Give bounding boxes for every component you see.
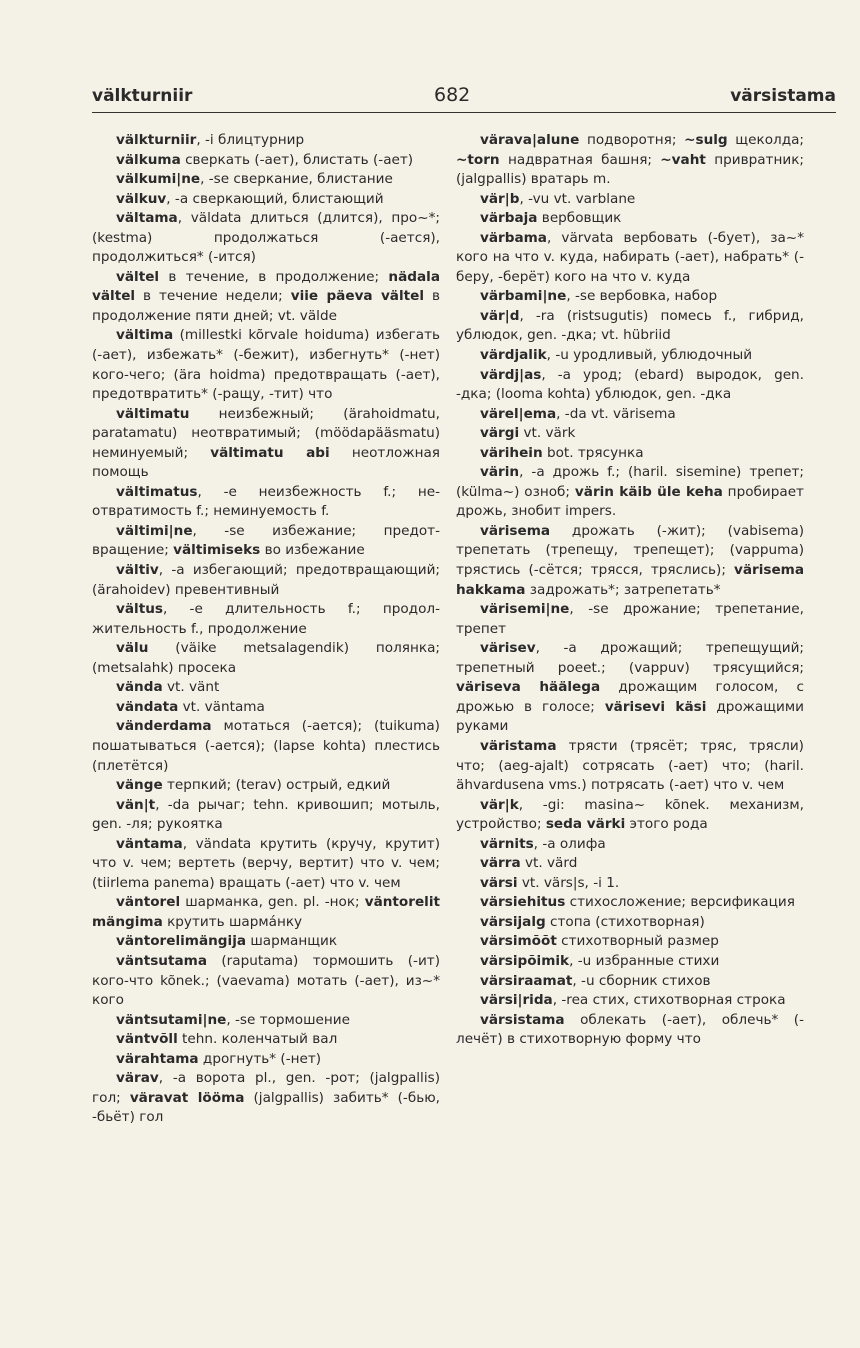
dictionary-entry bbox=[456, 405, 804, 425]
headword: vältus bbox=[116, 601, 163, 618]
headword: värava|alune bbox=[480, 132, 580, 148]
dictionary-entry bbox=[456, 600, 804, 639]
dictionary-entry bbox=[456, 1011, 804, 1050]
entry-text: vt. väntama bbox=[178, 698, 265, 715]
entry-text: vt. värk bbox=[519, 425, 576, 442]
headword: värsijalg bbox=[480, 913, 546, 930]
headword: vältimatus bbox=[116, 483, 198, 500]
dictionary-entry bbox=[92, 209, 440, 268]
entry-text: , -a ворота pl., gen. -рот; (jalgpallis) гол; bbox=[92, 1070, 440, 1106]
headword: vältiv bbox=[116, 562, 159, 579]
entry-text: , -e длительность f.; продолжительность f., продолжение bbox=[92, 601, 440, 637]
entry-text: привратник; (jalgpallis) вратарь m. bbox=[456, 151, 804, 188]
headword: välkumi|ne bbox=[116, 171, 201, 188]
headword: väntsutami|ne bbox=[116, 1011, 227, 1028]
headword: välkuv bbox=[116, 190, 167, 207]
headword: väntorel bbox=[116, 894, 181, 911]
entry-text: vt. vänt bbox=[162, 679, 220, 696]
headword: ~torn bbox=[456, 151, 500, 168]
dictionary-entry bbox=[456, 874, 804, 894]
dictionary-entry bbox=[456, 346, 804, 366]
dictionary-entry bbox=[456, 854, 804, 874]
headword: värra bbox=[480, 855, 521, 872]
entry-text: дрогнуть* (-нет) bbox=[198, 1050, 322, 1067]
dictionary-entry bbox=[92, 405, 440, 483]
entry-text: , -se сверкание, блистание bbox=[200, 171, 393, 188]
entry-text: (raputama) тормошить (-ит) кого-что kõnek.; (vaevama) мотать (-ает), из~* кого bbox=[92, 952, 440, 1009]
headword: värin bbox=[480, 464, 520, 481]
dictionary-entry bbox=[456, 991, 804, 1011]
dictionary-entry bbox=[456, 972, 804, 992]
dictionary-entry bbox=[92, 835, 440, 894]
entry-text: , -e неизбежность f.; неотвратимость f.; неминуемость f. bbox=[92, 483, 440, 520]
dictionary-entry bbox=[92, 151, 440, 171]
entry-text: , -gi: masina~ kõnek. механизм, устройство; bbox=[456, 796, 804, 833]
entry-text: , -a избегающий; предотвращающий; (ärahoidev) превентивный bbox=[92, 562, 440, 598]
headword: värihein bbox=[480, 444, 543, 461]
headword: välkuma bbox=[116, 151, 181, 168]
headword: värdjalik bbox=[480, 347, 547, 364]
headword: vändata bbox=[116, 698, 179, 715]
headword: värsi|rida bbox=[480, 992, 553, 1009]
entry-text: щеколда; bbox=[727, 132, 805, 148]
dictionary-entry bbox=[92, 796, 440, 835]
headword: välu bbox=[116, 640, 149, 657]
entry-text: , -rea стих, стихотворная строка bbox=[552, 992, 786, 1009]
dictionary-entry bbox=[92, 268, 440, 327]
dictionary-entry bbox=[456, 913, 804, 933]
dictionary-entry bbox=[92, 1050, 440, 1070]
headword: viie päeva vältel bbox=[290, 288, 425, 305]
entry-text: трясти (трясёт; тряс, трясли) что; (aeg-ajalt) сотрясать (-ает) что; (haril. ähvardusena vms.) потрясать (-ает) что v. чем bbox=[456, 737, 804, 794]
dictionary-entry bbox=[456, 737, 804, 796]
dictionary-entry bbox=[456, 952, 804, 972]
headword: väntsutama bbox=[116, 952, 207, 969]
headword: ~sulg bbox=[684, 132, 728, 148]
headword: värav bbox=[116, 1070, 159, 1087]
entry-text: во избежание bbox=[260, 542, 365, 559]
headword: värin käib üle keha bbox=[574, 483, 723, 500]
headword: värisema hakkama bbox=[456, 562, 804, 598]
entry-text: шарманка, gen. pl. -нок; bbox=[180, 894, 365, 911]
entry-text: vt. värs|s, -i 1. bbox=[517, 874, 620, 891]
entry-text: дрожащими руками bbox=[456, 698, 804, 735]
entry-text: стихосложение; версификация bbox=[565, 894, 795, 911]
dictionary-entry bbox=[92, 131, 440, 151]
headword: nädala vältel bbox=[92, 268, 440, 305]
entry-text: , -a сверкающий, блистающий bbox=[166, 190, 384, 207]
entry-text: сверкать (-ает), блистать (-ает) bbox=[180, 151, 414, 168]
entry-text: , väldata длиться (длится), про~*; (kestma) продолжаться (-ается), продолжиться* (-ится) bbox=[92, 210, 440, 266]
dictionary-entry bbox=[456, 209, 804, 229]
dictionary-entry bbox=[456, 287, 804, 307]
dictionary-entry bbox=[456, 307, 804, 346]
headword: värgi bbox=[480, 425, 520, 442]
headword: värnits bbox=[480, 835, 534, 852]
entry-text: неотложная помощь bbox=[92, 444, 440, 481]
dictionary-entry bbox=[456, 131, 804, 190]
running-head-right: värsistama bbox=[730, 86, 836, 106]
headword: väriseva häälega bbox=[456, 679, 601, 696]
headword: vältima bbox=[116, 327, 174, 344]
entry-text: задрожать*; затрепетать* bbox=[525, 581, 721, 598]
entry-text: , -u сборник стихов bbox=[572, 972, 711, 989]
headword: värisev bbox=[480, 640, 536, 657]
entry-text: подворотня; bbox=[579, 132, 685, 148]
entry-text: , vändata крутить (кручу, крутит) что v. чем; вертеть (верчу, вертит) что v. чем; (tiirlema panema) вращать (-ает) что v. чем bbox=[92, 835, 440, 891]
entry-text: этого рода bbox=[625, 816, 708, 833]
entry-text: пробирает дрожь, знобит impers. bbox=[456, 483, 804, 520]
headword: värsiraamat bbox=[480, 972, 573, 989]
entry-text: в продолжение пяти дней; vt. välde bbox=[92, 288, 440, 324]
headword: värsiehitus bbox=[480, 894, 566, 911]
headword: vältel bbox=[116, 268, 160, 285]
dictionary-entry bbox=[456, 229, 804, 288]
entry-text: терпкий; (terav) острый, едкий bbox=[162, 777, 391, 794]
entry-text: вербовщик bbox=[537, 210, 622, 227]
entry-text: в течение недели; bbox=[135, 288, 291, 305]
headword: värsimõõt bbox=[480, 933, 557, 950]
entry-text: , -se избежание; предотвращение; bbox=[92, 522, 440, 559]
entry-text: , -da vt. värisema bbox=[556, 405, 676, 422]
headword: vänge bbox=[116, 777, 163, 794]
entry-text: дрожать (-жит); (vabisema) трепетать (трепещу, трепещет); (vappuma) трястись (-сётся; трясся, тряслись); bbox=[456, 522, 804, 579]
headword: vältimatu abi bbox=[210, 444, 330, 461]
entry-text: облекать (-ает), облечь* (-лечёт) в стихотворную форму что bbox=[456, 1011, 804, 1048]
entry-text: , -da рычаг; tehn. кривошип; мотыль, gen. -ля; рукоятка bbox=[92, 796, 440, 833]
page-number: 682 bbox=[434, 84, 471, 106]
entry-text: , -a олифа bbox=[533, 835, 606, 852]
running-head-left: välkturniir bbox=[92, 86, 193, 106]
dictionary-entry bbox=[456, 796, 804, 835]
headword: värsi bbox=[480, 874, 518, 891]
entry-text: шарманщик bbox=[246, 933, 338, 950]
headword: väntvõll bbox=[116, 1031, 178, 1048]
headword: vär|b bbox=[480, 190, 520, 207]
entry-text: (millestki kõrvale hoiduma) избегать (-ает), избежать* (-бежит), избегнуть* (-нет) кого-чего; (ära hoidma) предотвращать (-ает), предотвратить* (-ращу, -тит) что bbox=[92, 327, 440, 403]
headword: värsipõimik bbox=[480, 952, 570, 969]
dictionary-entry bbox=[92, 893, 440, 932]
dictionary-entry bbox=[92, 170, 440, 190]
dictionary-entry bbox=[456, 190, 804, 210]
entry-text: , -vu vt. varblane bbox=[519, 190, 636, 207]
headword: ~vaht bbox=[660, 151, 706, 168]
dictionary-entry bbox=[92, 190, 440, 210]
entry-text: (jalgpallis) забить* (-бью, -бьёт) гол bbox=[92, 1089, 440, 1126]
headword: väristama bbox=[480, 737, 557, 754]
entry-text: tehn. коленчатый вал bbox=[177, 1031, 338, 1048]
headword: värbami|ne bbox=[480, 288, 567, 305]
entry-text: надвратная башня; bbox=[499, 151, 661, 168]
entry-text: , -u уродливый, ублюдочный bbox=[546, 347, 753, 364]
dictionary-entry bbox=[92, 952, 440, 1011]
dictionary-entry bbox=[456, 639, 804, 737]
dictionary-entry bbox=[92, 1069, 440, 1128]
headword: vältimatu bbox=[116, 405, 190, 422]
dictionary-entry bbox=[92, 1030, 440, 1050]
right-column bbox=[456, 131, 804, 1050]
dictionary-entry bbox=[456, 366, 804, 405]
entry-text: , -i блицтурнир bbox=[196, 132, 305, 148]
dictionary-entry bbox=[456, 424, 804, 444]
headword: värahtama bbox=[116, 1050, 199, 1067]
headword: värsistama bbox=[480, 1011, 565, 1028]
entry-text: , -se дрожание; трепетание, трепет bbox=[456, 601, 804, 637]
headword: värisevi käsi bbox=[604, 698, 707, 715]
entry-text: , -u избранные стихи bbox=[569, 952, 720, 969]
headword: vältimi|ne bbox=[116, 522, 193, 539]
headword: värbama bbox=[480, 229, 547, 246]
headword: välkturniir bbox=[116, 132, 197, 148]
dictionary-entry bbox=[92, 1011, 440, 1031]
entry-text: , -a урод; (ebard) выродок, gen. -дка; (looma kohta) ублюдок, gen. -дка bbox=[456, 366, 804, 403]
entry-text: стопа (стихотворная) bbox=[545, 913, 705, 930]
dictionary-entry bbox=[92, 678, 440, 698]
entry-text: крутить шармáнку bbox=[162, 913, 303, 930]
headword: seda värki bbox=[545, 816, 626, 833]
headword: väntorelimängija bbox=[116, 933, 247, 950]
dictionary-entry bbox=[92, 932, 440, 952]
dictionary-entry bbox=[92, 326, 440, 404]
dictionary-entry bbox=[92, 698, 440, 718]
entry-text: , -a дрожь f.; (haril. siseminе) трепет; (külma~) озноб; bbox=[456, 464, 804, 500]
dictionary-entry bbox=[456, 835, 804, 855]
dictionary-entry bbox=[92, 639, 440, 678]
headword: väntama bbox=[116, 835, 183, 852]
headword: värel|ema bbox=[480, 405, 557, 422]
headword: vän|t bbox=[116, 796, 156, 813]
dictionary-entry bbox=[92, 483, 440, 522]
entry-text: , -a дрожащий; трепещущий; трепетный poeet.; (vappuv) трясущийся; bbox=[456, 640, 804, 676]
dictionary-entry bbox=[456, 522, 804, 600]
entry-text: , -se вербовка, набор bbox=[566, 288, 718, 305]
headword: vär|d bbox=[480, 307, 520, 324]
entry-text: (väike metsalagendik) полянка; (metsalahk) просека bbox=[92, 640, 440, 676]
dictionary-entry bbox=[92, 600, 440, 639]
dictionary-entry bbox=[92, 717, 440, 776]
entry-text: стихотворный размер bbox=[556, 933, 719, 950]
headword: vända bbox=[116, 679, 163, 696]
headword: vär|k bbox=[480, 796, 519, 813]
left-column bbox=[92, 131, 440, 1128]
dictionary-entry bbox=[92, 522, 440, 561]
entry-text: неизбежный; (ärahoidmatu, paratamatu) неотвратимый; (möödapääsmatu) неминуемый; bbox=[92, 405, 440, 461]
entry-text: vt. värd bbox=[520, 855, 578, 872]
headword: värdj|as bbox=[480, 366, 542, 383]
dictionary-entry bbox=[92, 561, 440, 600]
headword: vänderdama bbox=[116, 718, 212, 735]
headword: värisemi|ne bbox=[480, 601, 570, 618]
dictionary-entry bbox=[456, 463, 804, 522]
entry-text: дрожащим голосом, с дрожью в голосе; bbox=[456, 679, 804, 715]
entry-text: мотаться (-ается); (tuikuma) пошатываться (-ается); (lapse kohta) плестись (плетётся) bbox=[92, 718, 440, 774]
headword: vältama bbox=[116, 210, 178, 227]
headword: värbaja bbox=[480, 210, 538, 227]
headword: värisema bbox=[480, 522, 551, 539]
headword: vältimiseks bbox=[173, 542, 261, 559]
entry-text: , -ra (ristsugutis) помесь f., гибрид, ублюдок, gen. -дка; vt. hübriid bbox=[456, 307, 804, 344]
headword: väntorelit mängima bbox=[92, 894, 440, 930]
entry-text: , -se тормошение bbox=[226, 1011, 350, 1028]
page-header bbox=[92, 84, 836, 113]
dictionary-entry bbox=[456, 932, 804, 952]
entry-text: bot. трясунка bbox=[542, 444, 644, 461]
headword: väravat lööma bbox=[129, 1089, 245, 1106]
dictionary-entry bbox=[456, 444, 804, 464]
dictionary-entry bbox=[92, 776, 440, 796]
dictionary-entry bbox=[456, 893, 804, 913]
entry-text: в течение, в продолжение; bbox=[159, 268, 389, 285]
entry-text: , värvata вербовать (-бует), за~* кого на что v. куда, набирать (-ает), набрать* (-беру, -берёт) кого на что v. куда bbox=[456, 229, 804, 285]
